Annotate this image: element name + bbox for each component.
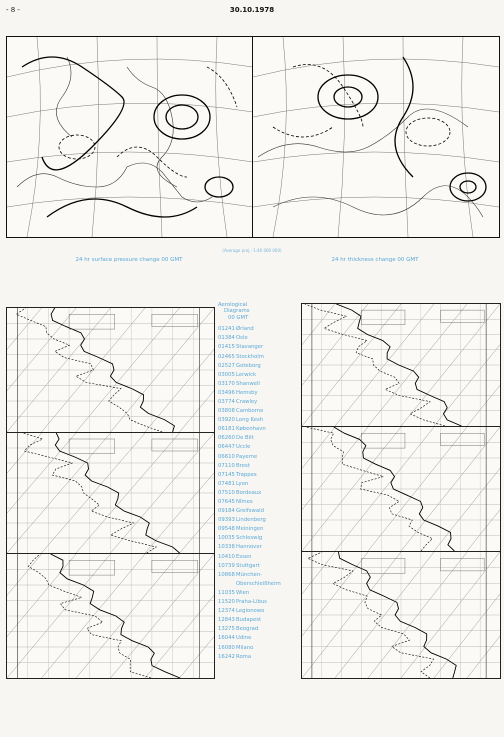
station-row — [218, 607, 302, 616]
station-row — [218, 580, 302, 589]
station-code: 16242 — [218, 653, 235, 660]
station-row — [218, 598, 302, 607]
station-name: Hannover — [236, 544, 262, 551]
station-name: Budapest — [236, 617, 262, 624]
station-name: Wien — [236, 589, 250, 596]
station-name: Camborne — [236, 408, 264, 415]
station-name: Oberschleißheim — [236, 580, 281, 587]
station-name: Stuttgart — [236, 562, 260, 569]
station-name: Meiningen — [236, 526, 264, 533]
station-name: München- — [236, 571, 263, 578]
station-code: 07110 — [218, 462, 235, 469]
station-code: 07645 — [218, 499, 235, 505]
station-name: Bordeaux — [236, 489, 262, 496]
station-code: 10035 — [218, 535, 235, 542]
station-name: De Bilt — [236, 435, 254, 442]
station-code: 09184 — [218, 508, 235, 515]
sounding-plot — [302, 304, 500, 426]
aerological-diagram-left-3 — [6, 553, 215, 679]
station-row — [218, 534, 302, 543]
station-name: Stavanger — [236, 344, 264, 351]
sounding-plot — [7, 554, 214, 678]
thickness-change-map — [252, 36, 500, 238]
station-name: Brest — [236, 462, 250, 469]
station-row — [218, 353, 302, 362]
station-name: Payerne — [236, 453, 258, 460]
page-date: 30.10.1978 — [229, 6, 275, 14]
map-scale-note: (Average proj.: 1:40 000 000) — [222, 248, 282, 253]
station-code: 10410 — [218, 553, 235, 560]
station-row — [218, 416, 302, 425]
station-name: Lindenberg — [236, 517, 266, 524]
station-code: 03496 — [218, 389, 235, 396]
surface-pressure-caption: 24 hr surface pressure change 00 GMT — [75, 257, 183, 263]
sounding-plot — [7, 308, 214, 432]
aerological-diagram-right-1 — [301, 303, 501, 427]
station-code: 01241 — [218, 326, 235, 333]
station-row — [218, 398, 302, 407]
station-name: Shanwell — [236, 380, 260, 387]
station-row — [218, 543, 302, 552]
station-name: Nîmes — [236, 499, 253, 505]
station-row — [218, 489, 302, 498]
station-code: 03170 — [218, 380, 235, 387]
station-row — [218, 334, 302, 343]
station-row — [218, 562, 302, 571]
station-code: 10868 — [218, 571, 235, 578]
station-row — [218, 443, 302, 452]
station-row — [218, 371, 302, 380]
station-name: Lyon — [236, 480, 249, 487]
station-name: Udine — [236, 635, 252, 642]
station-row — [218, 453, 302, 462]
station-list-title-line: Aerological — [218, 302, 248, 308]
station-name: Uccle — [236, 444, 251, 451]
station-code: 06181 — [218, 426, 235, 433]
station-name: Stockholm — [236, 353, 264, 360]
station-code — [218, 580, 236, 589]
station-name: Greifswald — [236, 508, 264, 515]
station-row — [218, 525, 302, 534]
aerological-diagram-right-2 — [301, 426, 501, 552]
station-row — [218, 343, 302, 352]
station-code: 01384 — [218, 335, 235, 342]
station-code: 16044 — [218, 635, 235, 642]
surface-pressure-change-map — [6, 36, 254, 238]
station-code: 09548 — [218, 526, 235, 533]
station-row — [218, 553, 302, 562]
station-code: 10739 — [218, 562, 235, 569]
thickness-caption: 24 hr thickness change 00 GMT — [331, 257, 419, 263]
station-row — [218, 507, 302, 516]
station-name: Trappes — [236, 471, 257, 478]
station-row — [218, 625, 302, 634]
station-code: 03774 — [218, 398, 235, 405]
surface-pressure-map-drawing — [7, 37, 253, 237]
station-row — [218, 380, 302, 389]
station-code: 06610 — [218, 453, 235, 460]
station-row — [218, 480, 302, 489]
station-row — [218, 616, 302, 625]
station-code: 06447 — [218, 444, 235, 451]
station-code: 03005 — [218, 371, 235, 378]
station-row — [218, 325, 302, 334]
aerological-diagram-left-2 — [6, 432, 215, 554]
station-code: 01415 — [218, 344, 235, 351]
thickness-map-drawing — [253, 37, 499, 237]
aerological-diagram-left-1 — [6, 307, 215, 433]
station-name: Beograd — [236, 626, 259, 633]
station-name: Ørland — [236, 326, 254, 333]
station-code: 11520 — [218, 599, 235, 606]
station-row — [218, 434, 302, 443]
station-name: Oslo — [236, 335, 248, 342]
station-row — [218, 644, 302, 653]
station-name: Schleswig — [236, 535, 263, 542]
station-name: Long Kesh — [236, 417, 264, 424]
station-row — [218, 407, 302, 416]
station-row — [218, 516, 302, 525]
station-name: København — [236, 426, 266, 433]
station-row — [218, 589, 302, 598]
station-row — [218, 571, 302, 580]
station-row — [218, 471, 302, 480]
station-name: Crawley — [236, 398, 258, 405]
station-row — [218, 462, 302, 471]
station-code: 16080 — [218, 644, 235, 651]
station-list-title — [218, 302, 302, 321]
sounding-plot — [7, 433, 214, 553]
aerological-diagram-right-3 — [301, 551, 501, 679]
station-list-title-line: Diagrams — [224, 308, 250, 315]
station-code: 07481 — [218, 480, 235, 487]
station-name: Praha-Libus — [236, 599, 267, 606]
station-row — [218, 653, 302, 662]
station-row — [218, 634, 302, 643]
sounding-plot — [302, 427, 500, 551]
station-code: 03808 — [218, 408, 235, 415]
station-code: 03920 — [218, 417, 235, 424]
station-row — [218, 498, 302, 507]
sounding-plot — [302, 552, 500, 678]
station-name: Goteborg — [236, 362, 261, 369]
station-list — [218, 302, 302, 662]
station-code: 10338 — [218, 544, 235, 551]
station-code: 06260 — [218, 435, 235, 442]
station-code: 02527 — [218, 362, 235, 369]
station-name: Lerwick — [236, 371, 257, 378]
page-number: - 8 - — [6, 6, 20, 14]
station-code: 13275 — [218, 626, 235, 633]
station-code: 12374 — [218, 608, 235, 615]
station-row — [218, 425, 302, 434]
station-name: Milano — [236, 644, 254, 651]
station-code: 12843 — [218, 617, 235, 624]
station-code: 11035 — [218, 589, 235, 596]
station-name: Hemsby — [236, 389, 258, 396]
station-name: Essen — [236, 553, 252, 560]
station-row — [218, 362, 302, 371]
station-list-title-line: 00 GMT — [228, 314, 249, 321]
station-name: Legionowo — [236, 608, 265, 615]
station-code: 07510 — [218, 489, 235, 496]
station-row — [218, 389, 302, 398]
station-code: 07145 — [218, 471, 235, 478]
station-code: 09393 — [218, 517, 235, 524]
station-name: Roma — [236, 653, 252, 660]
station-code: 02465 — [218, 353, 235, 360]
